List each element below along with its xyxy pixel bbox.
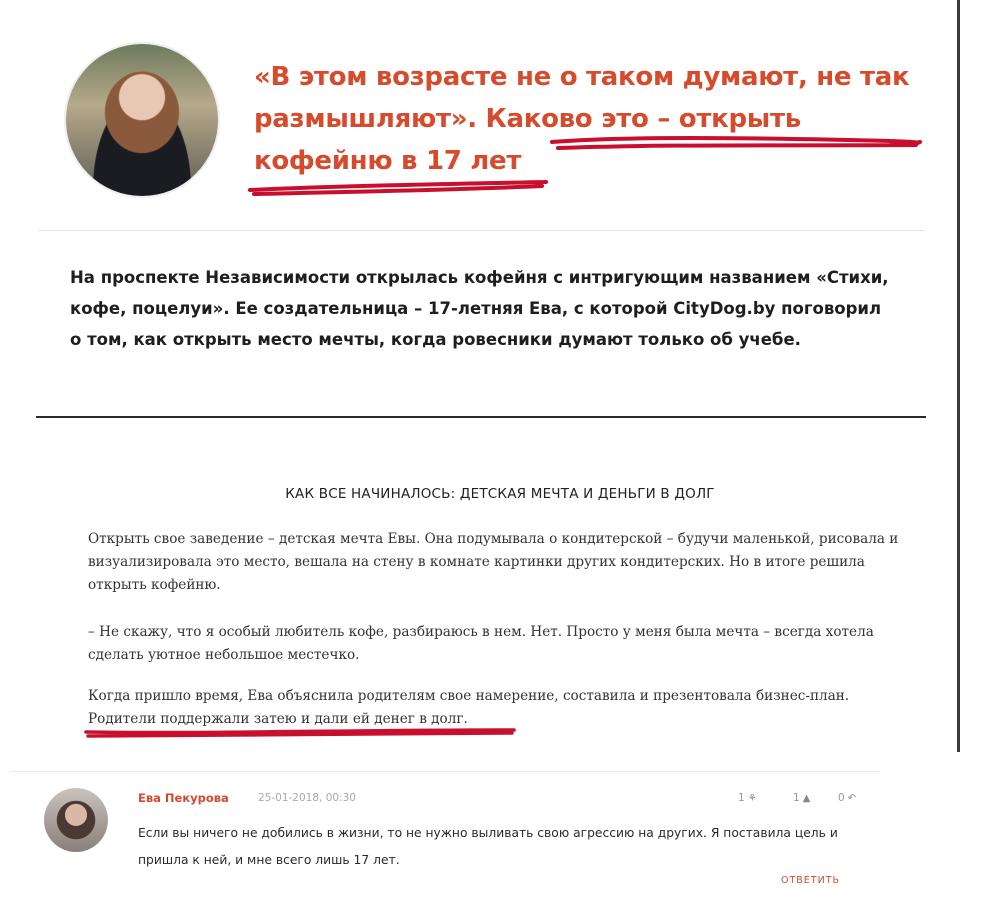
thumb-icon: ▲ <box>802 792 811 804</box>
paragraph-3: Когда пришло время, Ева объяснила родителям свое намерение, составила и презентовала бизнес-план. Родители поддержали затею и дали ей денег в долг. <box>88 688 850 727</box>
reply-arrow-icon: ↶ <box>847 792 857 804</box>
page-edge-rule <box>957 0 960 752</box>
article-lead: На проспекте Независимости открылась кофейня с интригующим названием «Стихи, кофе, поцелуи». Ее создательница – 17-летняя Ева, с которой CityDog.by поговорил о том, как открыть место мечты, когда ровесники думают только об учебе. <box>70 268 889 349</box>
paragraph-underline <box>82 724 522 744</box>
comment-date: 25-01-2018, 00:30 <box>258 792 356 804</box>
comments-divider <box>10 771 880 772</box>
like-count: 1 <box>738 792 745 804</box>
comment-author[interactable]: Ева Пекурова <box>138 791 229 805</box>
paw-icon: ⚘ <box>747 792 757 804</box>
section-divider <box>36 416 926 418</box>
commenter-avatar[interactable] <box>44 788 108 852</box>
header-divider <box>38 230 924 231</box>
paragraph-2: – Не скажу, что я особый любитель кофе, разбираюсь в нем. Нет. Просто у меня была мечта – всегда хотела сделать уютное небольшое местечко. <box>88 624 874 663</box>
reply-count: 0 <box>838 792 845 804</box>
author-avatar <box>66 44 218 196</box>
rating-count: 1 <box>793 792 800 804</box>
rating-button[interactable] <box>793 792 810 804</box>
reply-button[interactable]: ОТВЕТИТЬ <box>781 875 841 886</box>
like-button[interactable] <box>738 792 757 804</box>
title-underline-1 <box>548 130 928 160</box>
section-heading: КАК ВСЕ НАЧИНАЛОСЬ: ДЕТСКАЯ МЕЧТА И ДЕНЬГИ В ДОЛГ <box>285 486 715 502</box>
replies-button[interactable] <box>838 792 856 804</box>
article-title: «В этом возрасте не о таком думают, не так размышляют». Каково это – открыть кофейню в 17 лет <box>254 62 910 176</box>
title-underline-2 <box>246 176 556 200</box>
comment-text: Если вы ничего не добились в жизни, то не нужно выливать свою агрессию на других. Я поставила цель и пришла к ней, и мне всего лишь 17 лет. <box>138 826 838 867</box>
paragraph-1: Открыть свое заведение – детская мечта Евы. Она подумывала о кондитерской – будучи маленькой, рисовала и визуализировала это место, вешала на стену в комнате картинки других кондитерских. Но в итоге решила открыть кофейню. <box>88 531 899 593</box>
